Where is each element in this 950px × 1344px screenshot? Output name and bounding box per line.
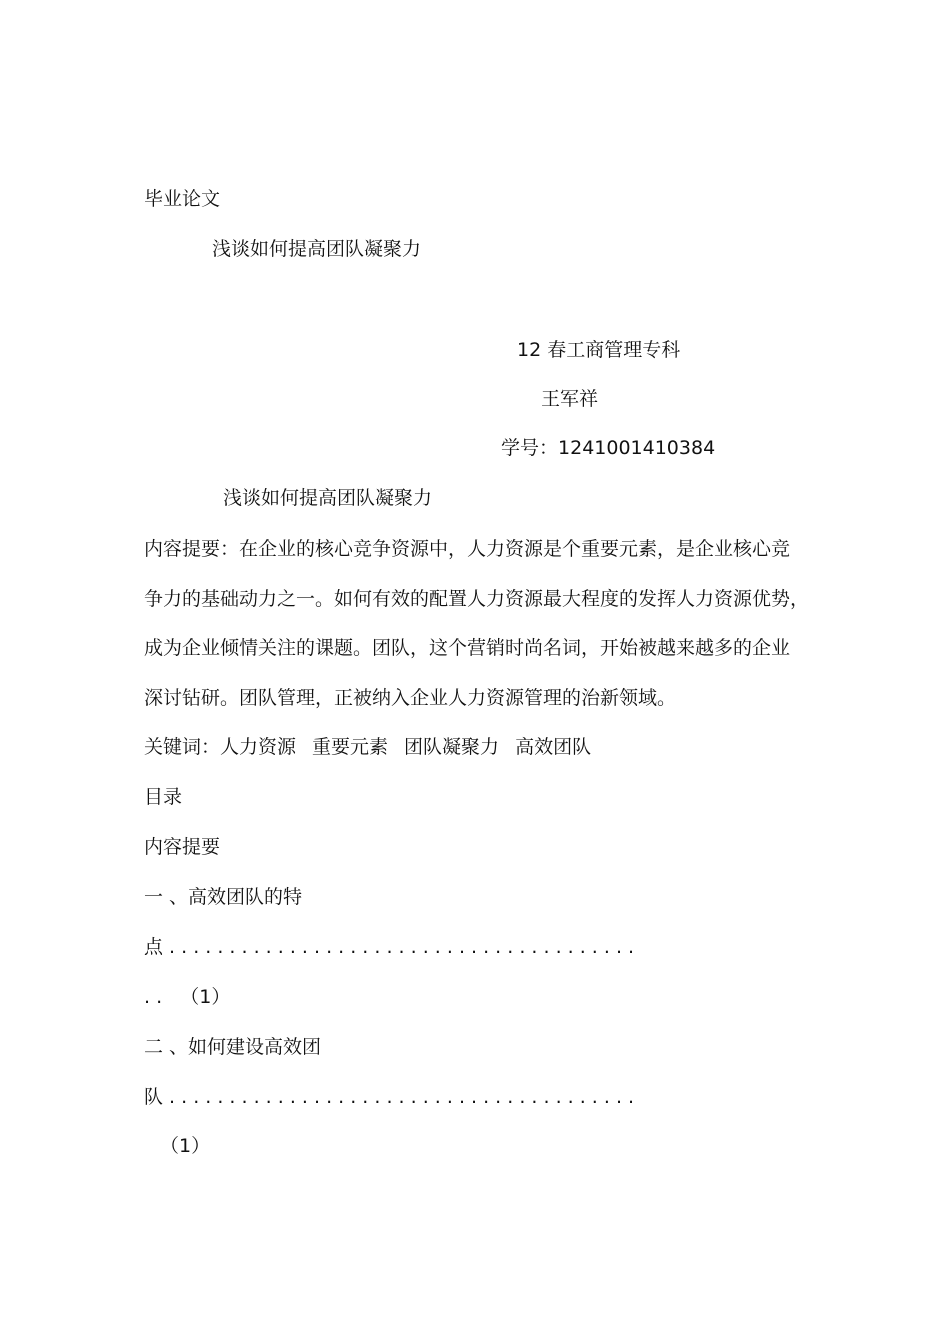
cover-student-number: [501, 436, 715, 460]
keyword: 人力资源: [220, 736, 297, 758]
keyword: 团队凝聚力: [404, 736, 500, 758]
student-number-value: 1241001410384: [558, 437, 716, 459]
abstract-label: 内容提要：: [144, 538, 240, 560]
abstract-line-1: [144, 537, 790, 561]
toc-entry-2-leader: 队 . . . . . . . . . . . . . . . . . . . . . . . . . . . . . . . . . . . . . . .: [144, 1086, 635, 1108]
keyword: 高效团队: [515, 736, 592, 758]
document-type-label: 毕业论文: [144, 188, 221, 210]
body-title: 浅谈如何提高团队凝聚力: [223, 487, 433, 509]
toc-heading: 目录: [144, 786, 183, 808]
cover-author: 王军祥: [541, 388, 599, 410]
keyword: 重要元素: [312, 736, 389, 758]
keywords-line: [144, 735, 591, 759]
keywords-label: 关键词：: [144, 736, 221, 758]
abstract-line-2: 争力的基础动力之一。如何有效的配置人力资源最大程度的发挥人力资源优势，: [144, 588, 810, 610]
abstract-text: 在企业的核心竞争资源中，人力资源是个重要元素，是企业核心竞: [239, 538, 791, 560]
abstract-line-3: 成为企业倾情关注的课题。团队，这个营销时尚名词，开始被越来越多的企业: [144, 637, 791, 659]
toc-entry-1-leader: 点 . . . . . . . . . . . . . . . . . . . . . . . . . . . . . . . . . . . . . . .: [144, 936, 635, 958]
toc-entry-2-title: 二 、如何建设高效团: [144, 1036, 322, 1058]
cover-title: 浅谈如何提高团队凝聚力: [212, 238, 422, 260]
abstract-line-4: 深讨钻研。团队管理，正被纳入企业人力资源管理的治新领域。: [144, 687, 677, 709]
toc-entry-abstract: 内容提要: [144, 836, 221, 858]
toc-entry-1-page: . . （1）: [144, 986, 231, 1008]
cover-major: 12 春工商管理专科: [517, 339, 681, 361]
student-number-label: 学号：: [501, 437, 559, 459]
toc-entry-1-title: 一 、高效团队的特: [144, 886, 303, 908]
toc-entry-2-page: （1）: [160, 1135, 211, 1157]
